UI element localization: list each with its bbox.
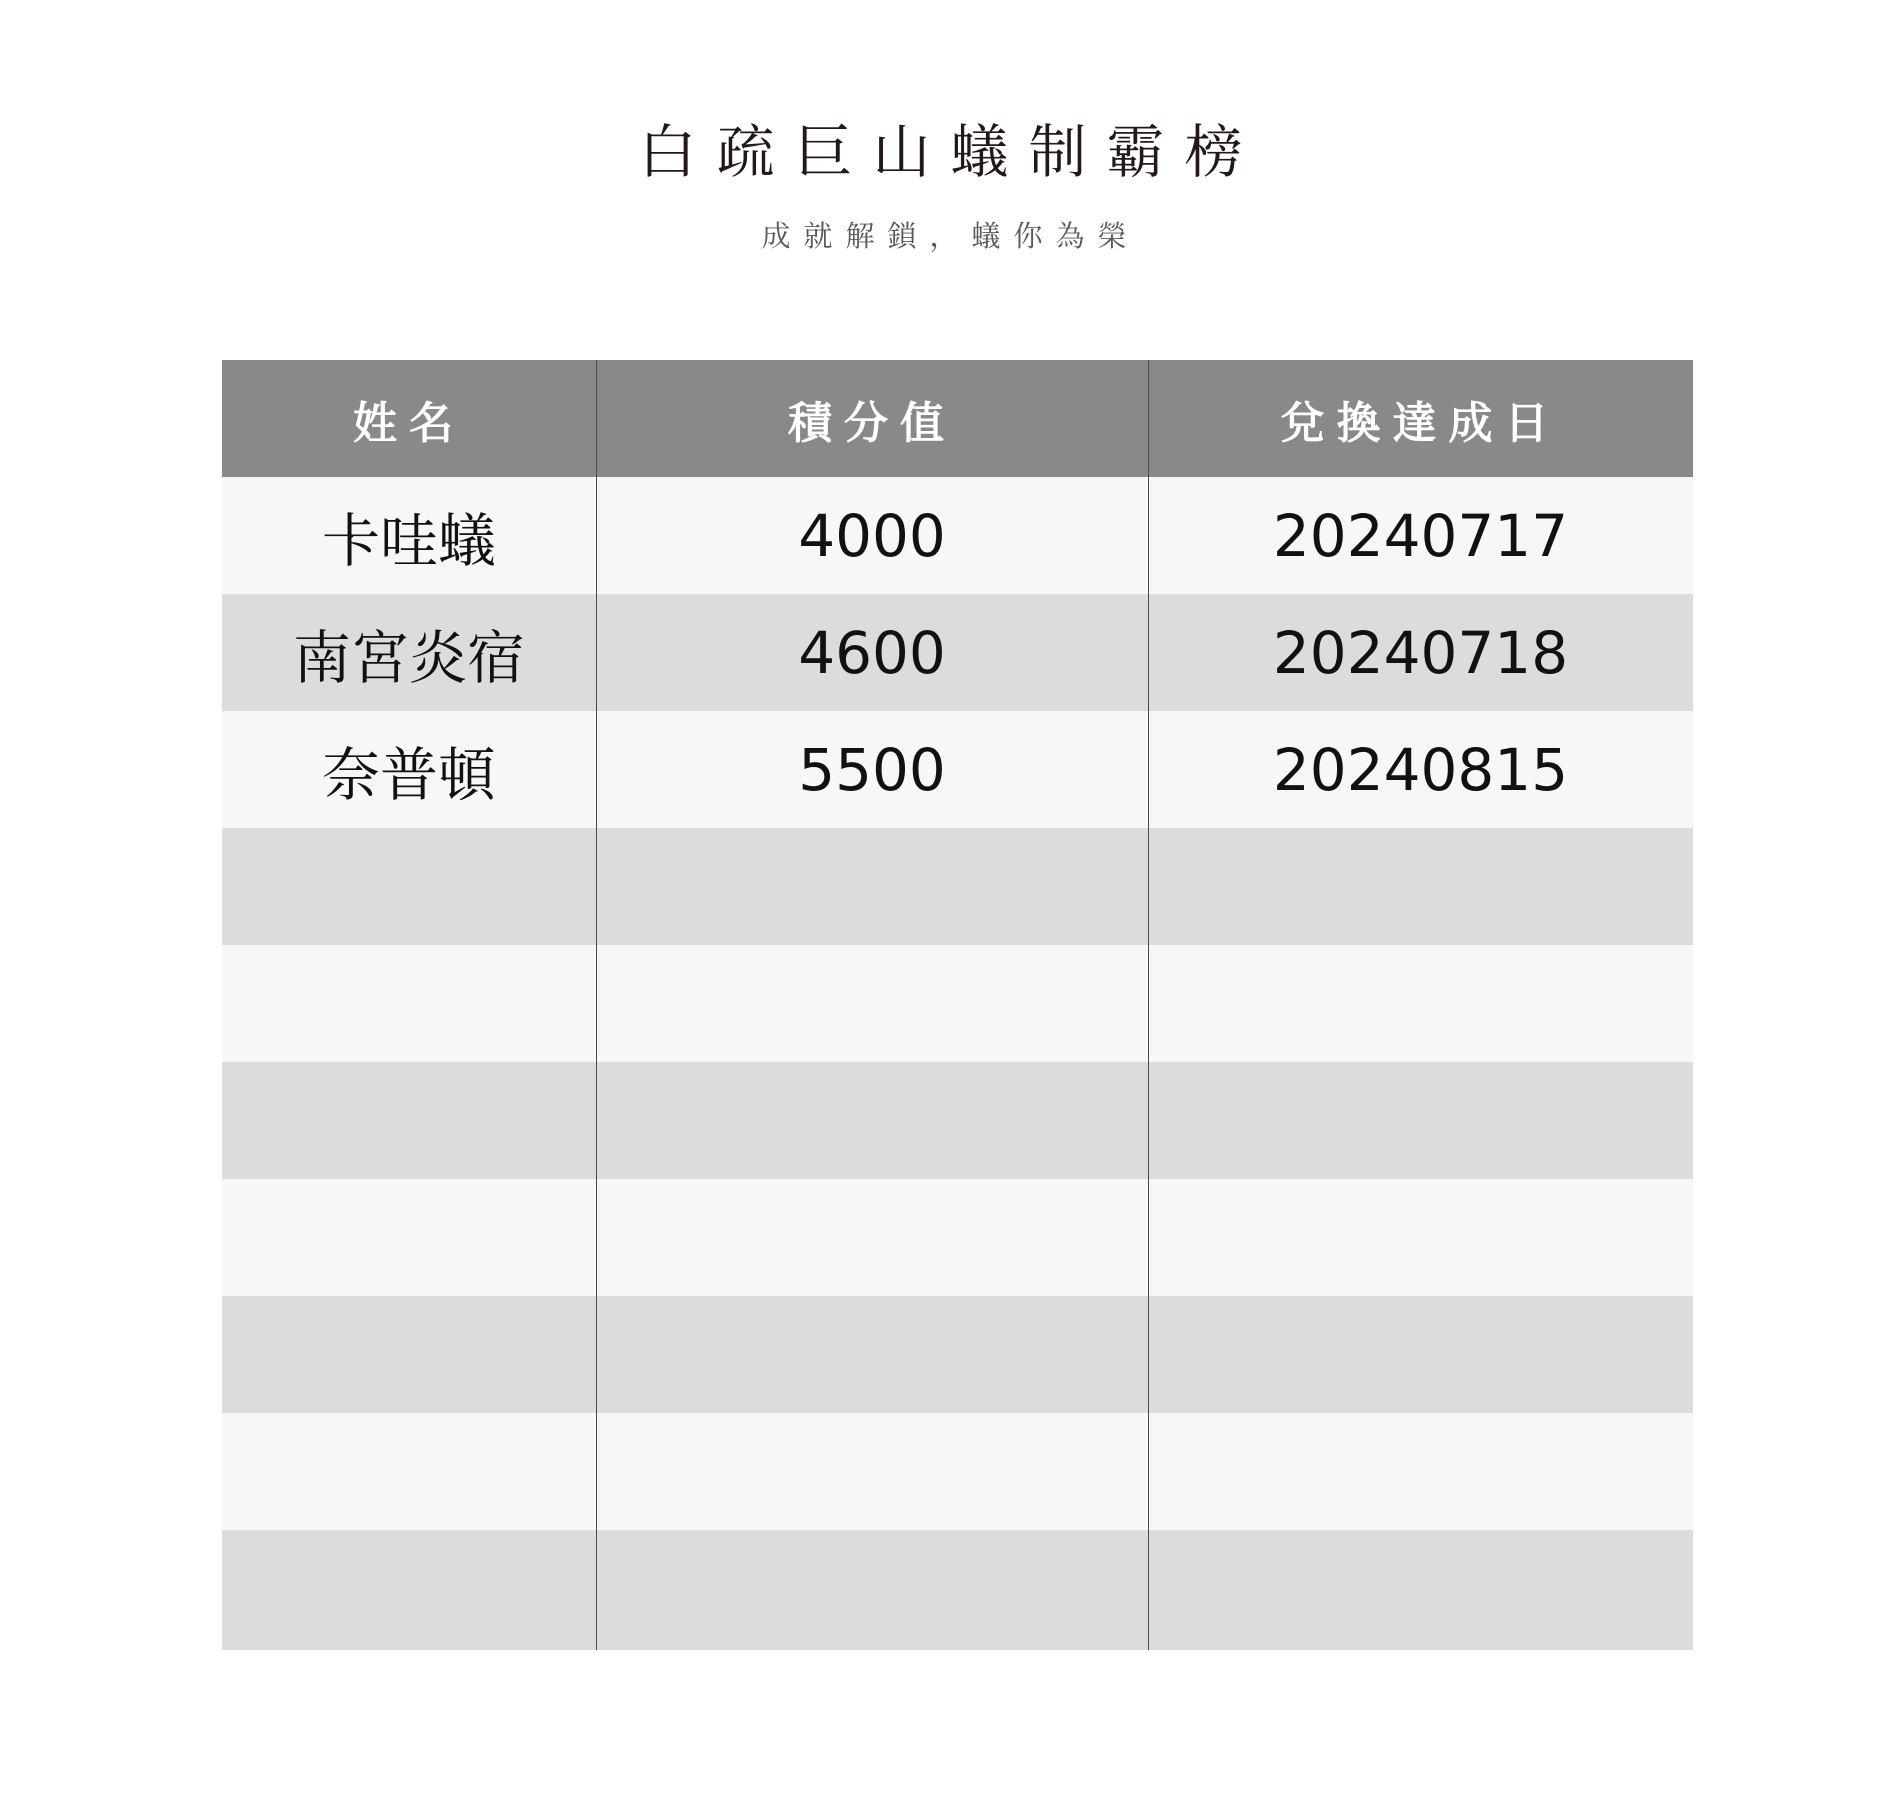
- cell-date: 20240815: [1272, 735, 1569, 804]
- cell-date: [1148, 1296, 1693, 1413]
- cell-name: [222, 1413, 596, 1530]
- cell-date: [1148, 1530, 1693, 1650]
- cell-name: [222, 1530, 596, 1650]
- table-row: [222, 477, 1693, 594]
- cell-points: [596, 1062, 1148, 1179]
- header-redeem-date: 兌換達成日: [1280, 397, 1561, 449]
- cell-name: [222, 945, 596, 1062]
- cell-points: 5500: [798, 735, 946, 804]
- table-header-row: [222, 360, 1693, 477]
- cell-name: [222, 1296, 596, 1413]
- table-row: [222, 1296, 1693, 1413]
- header-points: 積分值: [788, 397, 956, 449]
- cell-points: [596, 1179, 1148, 1296]
- cell-name: [222, 828, 596, 945]
- cell-name: 南宮炎宿: [292, 623, 525, 692]
- page-subtitle: 成就解鎖，蟻你為榮: [761, 219, 1140, 253]
- cell-date: [1148, 1062, 1693, 1179]
- table-row: [222, 1530, 1693, 1650]
- cell-date: [1148, 1413, 1693, 1530]
- table-row: [222, 594, 1693, 711]
- cell-points: 4600: [798, 618, 946, 687]
- cell-name: [222, 1062, 596, 1179]
- table-row: [222, 1179, 1693, 1296]
- table-row: [222, 945, 1693, 1062]
- cell-date: [1148, 1179, 1693, 1296]
- cell-points: [596, 1530, 1148, 1650]
- cell-points: [596, 828, 1148, 945]
- table-row: [222, 828, 1693, 945]
- cell-date: [1148, 828, 1693, 945]
- table-row: [222, 1062, 1693, 1179]
- header-name: 姓名: [353, 397, 465, 449]
- cell-points: [596, 945, 1148, 1062]
- cell-name: 奈普頓: [321, 740, 496, 809]
- cell-points: 4000: [798, 501, 946, 570]
- cell-name: 卡哇蟻: [321, 506, 496, 575]
- cell-points: [596, 1413, 1148, 1530]
- column-divider: [596, 360, 597, 1650]
- cell-date: 20240717: [1272, 501, 1569, 570]
- leaderboard-table: [222, 360, 1693, 1650]
- cell-date: 20240718: [1272, 618, 1569, 687]
- table-row: [222, 1413, 1693, 1530]
- cell-date: [1148, 945, 1693, 1062]
- page-title: 白疏巨山蟻制霸榜: [638, 118, 1263, 186]
- cell-points: [596, 1296, 1148, 1413]
- column-divider: [1148, 360, 1149, 1650]
- table-row: [222, 711, 1693, 828]
- cell-name: [222, 1179, 596, 1296]
